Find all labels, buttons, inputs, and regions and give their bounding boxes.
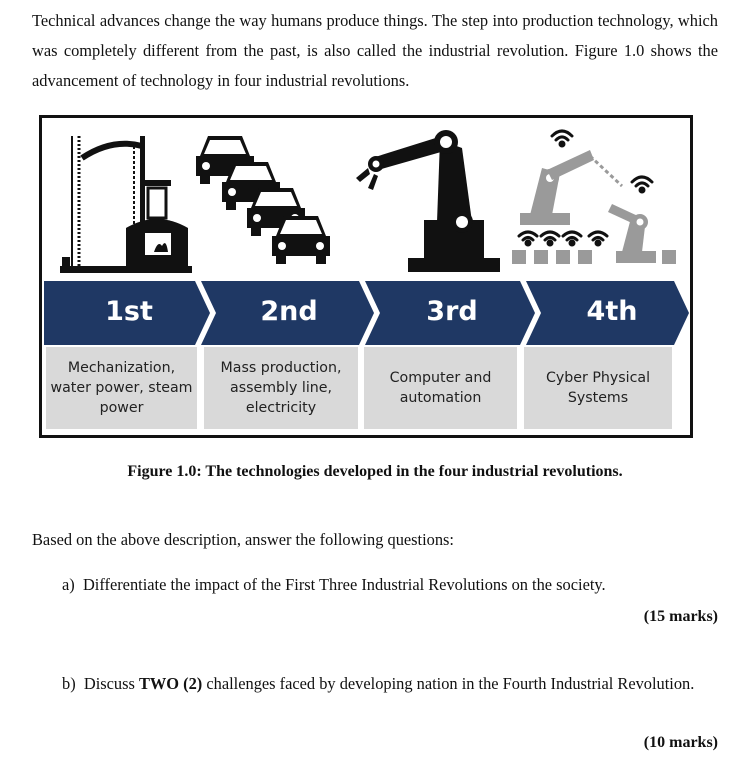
question-b-text-after: challenges faced by developing nation in the Fourth Industrial Revolution. [206, 674, 695, 693]
assembly-line-cars-icon [196, 136, 330, 264]
connected-robots-icon [512, 150, 676, 264]
figure-caption: Figure 1.0: The technologies developed in the four industrial revolutions. [127, 463, 623, 480]
stage-label-4th: 4th [586, 296, 638, 327]
stage-description-2nd: Mass production, assembly line, electricity [204, 347, 358, 429]
figure-illustrations [42, 118, 690, 283]
stage-description-1st: Mechanization, water power, steam power [46, 347, 197, 429]
stage-description-3rd: Computer and automation [364, 347, 517, 429]
question-a-label: a) [62, 575, 75, 594]
question-b [62, 669, 716, 699]
question-b-emphasis: TWO (2) [138, 674, 203, 693]
question-b-label: b) [62, 674, 76, 693]
question-b-marks: (10 marks) [643, 734, 718, 751]
question-a-text: Differentiate the impact of the First Three Industrial Revolutions on the society. [82, 575, 606, 594]
question-a [62, 575, 606, 595]
question-b-text-before: Discuss [83, 674, 135, 693]
robot-arm-icon [356, 130, 500, 272]
stage-label-3rd: 3rd [426, 296, 478, 327]
stage-description-4th: Cyber Physical Systems [524, 347, 672, 429]
industrial-revolutions-figure [39, 115, 693, 438]
intro-paragraph: Technical advances change the way humans produce things. The step into production technology, which was completely different from the past, is also called the industrial revolution. Figure 1.0 shows the advancement of technology in four industrial revolutions. [32, 11, 718, 90]
questions-prompt: Based on the above description, answer the following questions: [32, 530, 454, 549]
stage-label-1st: 1st [105, 296, 153, 327]
steam-engine-icon [60, 136, 192, 273]
question-a-marks: (15 marks) [643, 608, 718, 625]
stage-label-2nd: 2nd [260, 296, 318, 327]
